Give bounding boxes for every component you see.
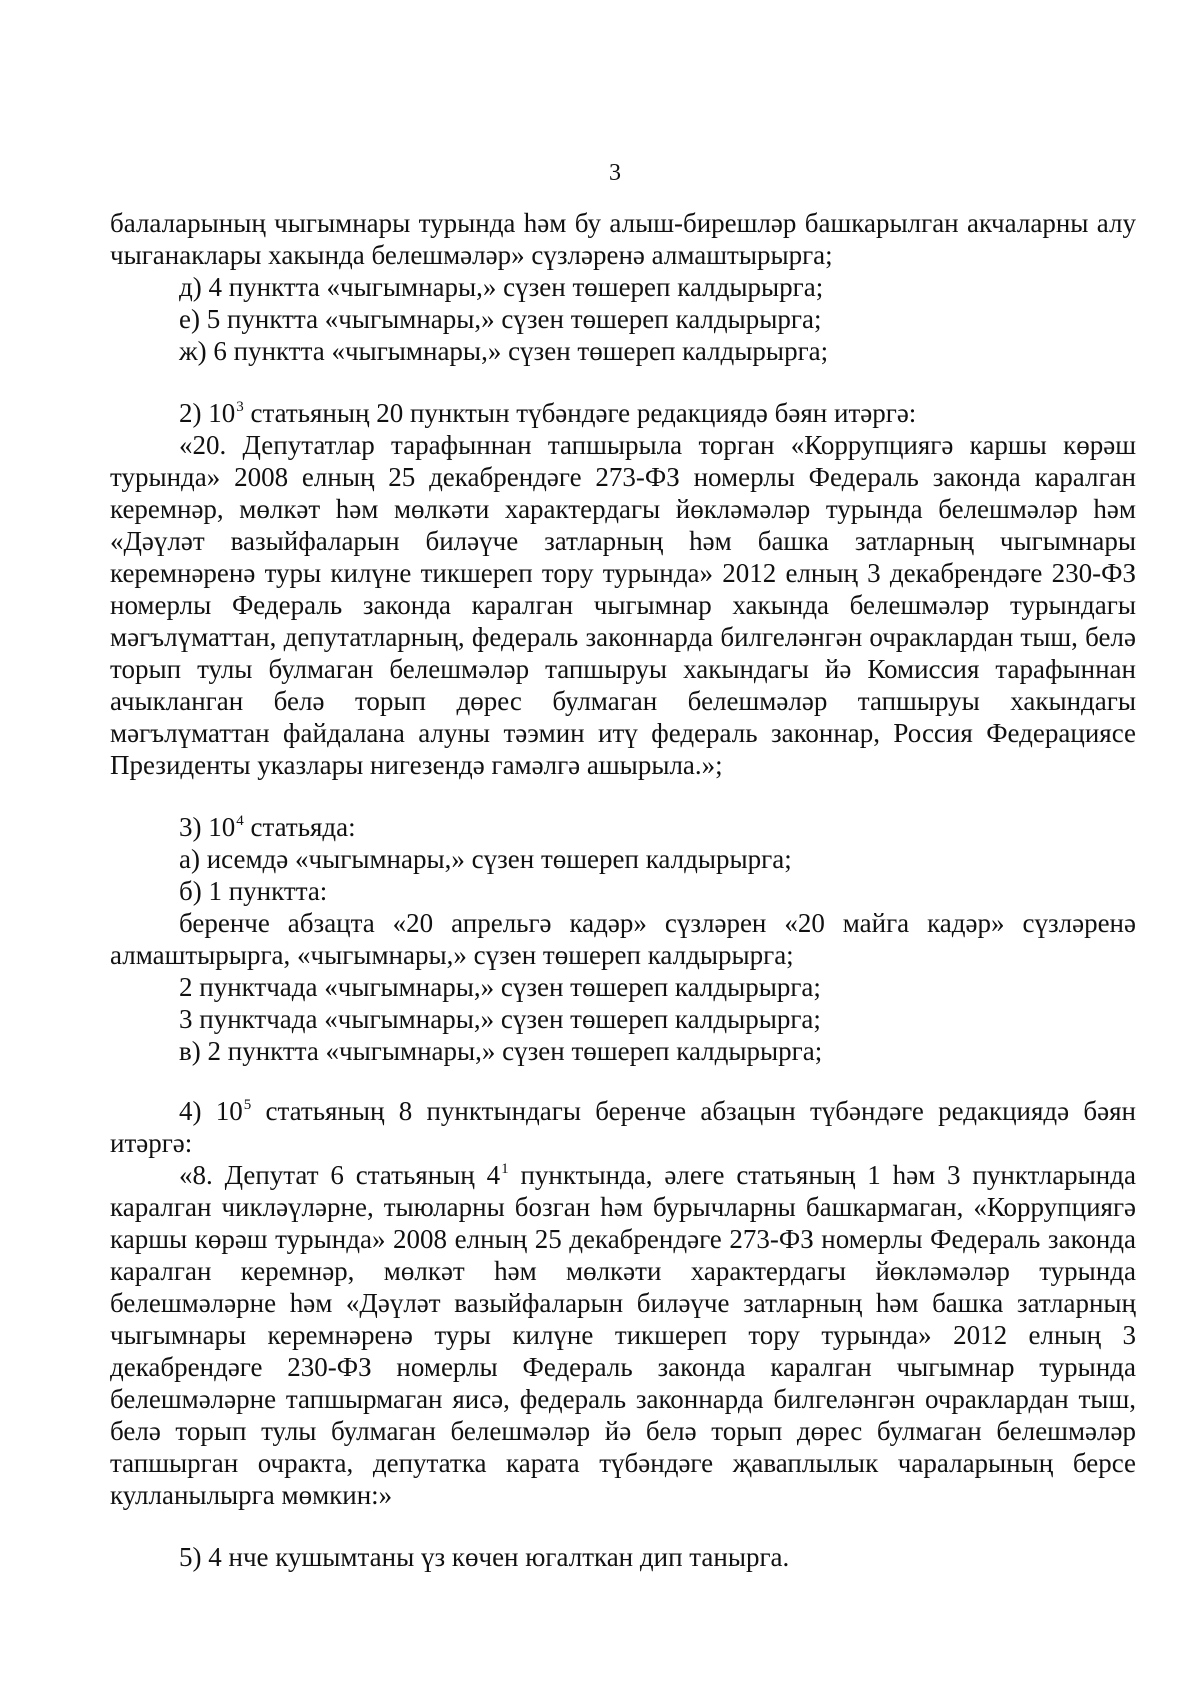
paragraph-text: 3) 10 (179, 812, 236, 842)
superscript: 5 (243, 1097, 252, 1113)
document-body (110, 207, 1136, 1573)
paragraph-text: 4) 10 (179, 1096, 243, 1126)
superscript: 1 (501, 1161, 509, 1177)
paragraph (110, 1159, 1136, 1511)
page-number: 3 (609, 160, 621, 186)
paragraph (110, 1095, 1136, 1159)
paragraph: 2 пунктчада «чыгымнары,» сүзен төшереп калдырырга; (179, 972, 821, 1002)
spacer (110, 1511, 1136, 1541)
paragraph-text: статьяның 8 пунктындагы беренче абзацын түбәндәге редакциядә бәян итәргә: (110, 1096, 1136, 1158)
paragraph-text: 2) 10 (179, 398, 236, 428)
paragraph: а) исемдә «чыгымнары,» сүзен төшереп калдырырга; (179, 844, 792, 874)
paragraph (110, 811, 1136, 843)
paragraph-text: «8. Депутат 6 статьяның 4 (179, 1160, 501, 1190)
paragraph: «20. Депутатлар тарафыннан тапшырыла торган «Коррупциягә каршы көрәш турында» 2008 елның 25 декабрендәге 273-ФЗ номерлы Федераль законда каралган керемнәр, мөлкәт һәм мөлкәти характердагы йөкләмәләр турында белешмәләр һәм «Дәүләт вазыйфаларын биләүче затларның һәм башка затларның чыгымнары керемнәренә туры килүне тикшереп тору турында» 2012 елның 3 декабрендәге 230-ФЗ номерлы Федераль законда каралган чыгымнар хакында белешмәләр турындагы мәгълүматтан, депутатларның, федераль законнарда билгеләнгән очраклардан тыш, белә торып тулы булмаган белешмәләр тапшыруы хакындагы йә Комиссия тарафыннан ачыкланган белә торып дөрес булмаган белешмәләр тапшыруы хакындагы мәгълүматтан файдалана алуны тәэмин итү федераль законнар, Россия Федерациясе Президенты указлары нигезендә гамәлгә ашырыла.»; (110, 430, 1136, 780)
spacer (110, 367, 1136, 397)
paragraph: в) 2 пунктта «чыгымнары,» сүзен төшереп калдырырга; (179, 1036, 823, 1066)
paragraph: балаларының чыгымнары турында һәм бу алыш-бирешләр башкарылган акчаларны алу чыганаклары хакында белешмәләр» сүзләренә алмаштырырга; (110, 208, 1136, 270)
paragraph: беренче абзацта «20 апрельгә кадәр» сүзләрен «20 майга кадәр» сүзләренә алмаштырырга, «чыгымнары,» сүзен төшереп калдырырга; (110, 908, 1136, 970)
paragraph: д) 4 пунктта «чыгымнары,» сүзен төшереп калдырырга; (179, 272, 824, 302)
paragraph: 5) 4 нче кушымтаны үз көчен югалткан дип танырга. (179, 1542, 790, 1572)
paragraph-text: пунктында, әлеге статьяның 1 һәм 3 пунктларында каралган чикләүләрне, тыюларны бозган һәм бурычларны башкармаган, «Коррупциягә каршы көрәш турында» 2008 елның 25 декабрендәге 273-ФЗ номерлы Федераль законда каралган керемнәр, мөлкәт һәм мөлкәти характердагы йөкләмәләр турында белешмәләрне һәм «Дәүләт вазыйфаларын биләүче затларның һәм башка затларның чыгымнары керемнәренә туры килүне тикшереп тору турында» 2012 елның 3 декабрендәге 230-ФЗ номерлы Федераль законда каралган чыгымнар турында белешмәләрне тапшырмаган яисә, федераль законнарда билгеләнгән очраклардан тыш, белә торып тулы булмаган белешмәләр йә белә торып дөрес булмаган белешмәләр тапшырган очракта, депутатка карата түбәндәге җаваплылык чараларының берсе кулланылырга мөмкин:» (110, 1160, 1136, 1510)
superscript: 3 (236, 399, 244, 415)
spacer (110, 781, 1136, 811)
paragraph: б) 1 пунктта: (179, 876, 328, 906)
paragraph: е) 5 пунктта «чыгымнары,» сүзен төшереп калдырырга; (179, 304, 822, 334)
paragraph (110, 397, 1136, 429)
paragraph: 3 пунктчада «чыгымнары,» сүзен төшереп калдырырга; (179, 1004, 821, 1034)
paragraph: ж) 6 пунктта «чыгымнары,» сүзен төшереп калдырырга; (179, 336, 829, 366)
superscript: 4 (236, 813, 244, 829)
spacer (110, 1067, 1136, 1095)
paragraph-text: статьяда: (243, 812, 356, 842)
paragraph-text: статьяның 20 пунктын түбәндәге редакциядә бәян итәргә: (243, 398, 917, 428)
